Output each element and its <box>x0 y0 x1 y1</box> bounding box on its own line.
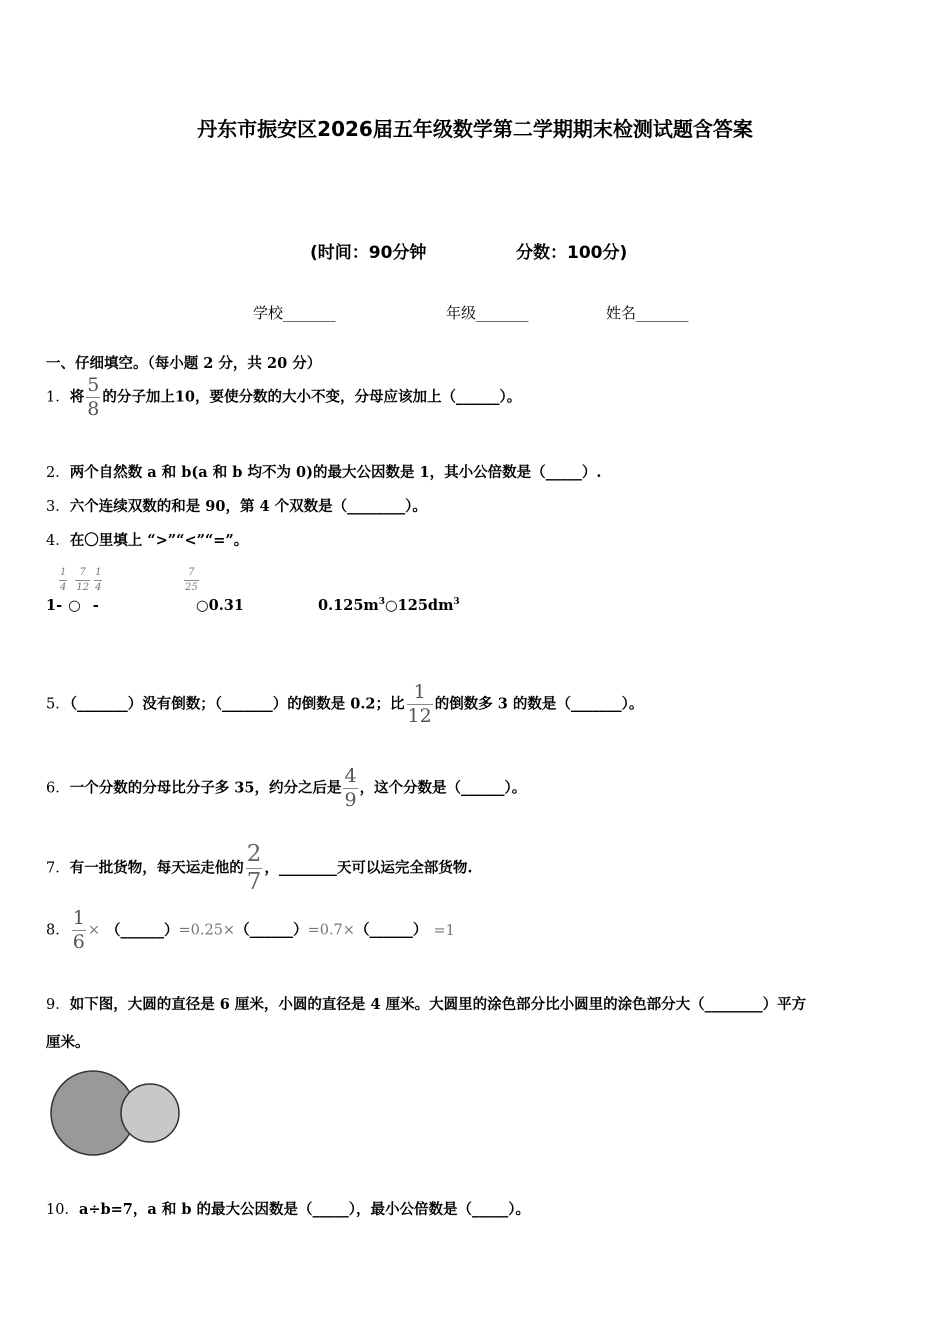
exam-score: 分数：100分) <box>516 243 628 263</box>
question-6: 6．一个分数的分母比分子多 35，约分之后是 $\frac{4}{9}$ ，这个分数是（______）。 <box>46 765 527 811</box>
question-5: 5．（_______）没有倒数；（_______）的倒数是 0.2；比 $\frac{1}{12}$ 的倒数多 3 的数是（_______）。 <box>46 681 644 727</box>
q4-compare-2: ○0.31 <box>196 597 244 614</box>
question-9-cont: 厘米。 <box>46 1034 90 1051</box>
fraction: $\frac{7}{25}$ <box>185 567 198 593</box>
question-3: 3．六个连续双数的和是 90，第 4 个双数是（________）。 <box>46 498 427 515</box>
question-4: 4．在〇里填上 “>”“<”“=”。 <box>46 532 249 549</box>
page-title: 丹东市振安区2026届五年级数学第二学期期末检测试题含答案 <box>197 117 753 141</box>
q4-compare-3: $0.125m^3○125dm^3$ <box>318 597 460 614</box>
question-number: 1． <box>46 389 70 406</box>
question-9: 9．如下图，大圆的直径是 6 厘米，小圆的直径是 4 厘米。大圆里的涂色部分比小圆里的涂色部分大（________）平方 <box>46 996 807 1013</box>
small-circle <box>121 1084 179 1142</box>
question-number: 4． <box>46 533 70 549</box>
question-number: 2． <box>46 465 70 481</box>
question-8: 8． $\frac{1}{6}$ × （______）=0.25×（______）=0.7×（______） =1 <box>46 907 455 953</box>
question-number: 5． <box>46 696 70 713</box>
q4-fraction-b <box>182 568 201 593</box>
question-7: 7．有一批货物，每天运走他的 $\frac{2}{7}$ ，________天可以运完全部货物. <box>46 841 473 895</box>
exam-time: (时间：90分钟 <box>310 243 427 263</box>
q4-compare-1: 1- ○ - <box>46 597 99 614</box>
grade-field: 年级_______ <box>446 304 529 322</box>
question-2: 2．两个自然数 a 和 b(a 和 b 均不为 0)的最大公因数是 1，其小公倍数是（_____）. <box>46 464 602 481</box>
question-number: 7． <box>46 860 70 877</box>
question-number: 8． <box>46 922 70 939</box>
fraction: $\frac{1}{4}$ <box>95 567 102 593</box>
name-field: 姓名_______ <box>606 304 689 322</box>
question-number: 6． <box>46 780 70 797</box>
question-1: 1．将 $\frac{5}{8}$ 的分子加上10，要使分数的大小不变，分母应该加上（______）。 <box>46 374 522 420</box>
question-number: 9． <box>46 997 70 1013</box>
fraction: $\frac{2}{7}$ <box>246 841 262 895</box>
school-field: 学校_______ <box>253 304 336 322</box>
question-number: 3． <box>46 499 70 515</box>
fraction: $\frac{5}{8}$ <box>87 374 100 420</box>
fraction: $\frac{1}{12}$ <box>407 681 432 727</box>
fraction: $\frac{1}{4}$ <box>60 567 67 593</box>
question-10: 10．a÷b=7，a 和 b 的最大公因数是（_____），最小公倍数是（_____）。 <box>46 1201 531 1218</box>
question-number: 10． <box>46 1202 79 1218</box>
section-heading: 一、仔细填空。（每小题 2 分，共 20 分） <box>46 355 322 372</box>
fraction: $\frac{4}{9}$ <box>344 765 357 811</box>
fraction: $\frac{1}{6}$ <box>72 907 85 953</box>
circles-figure <box>50 1067 185 1162</box>
fraction: $\frac{7}{12}$ <box>76 567 90 593</box>
q4-fractions-a <box>57 568 104 593</box>
